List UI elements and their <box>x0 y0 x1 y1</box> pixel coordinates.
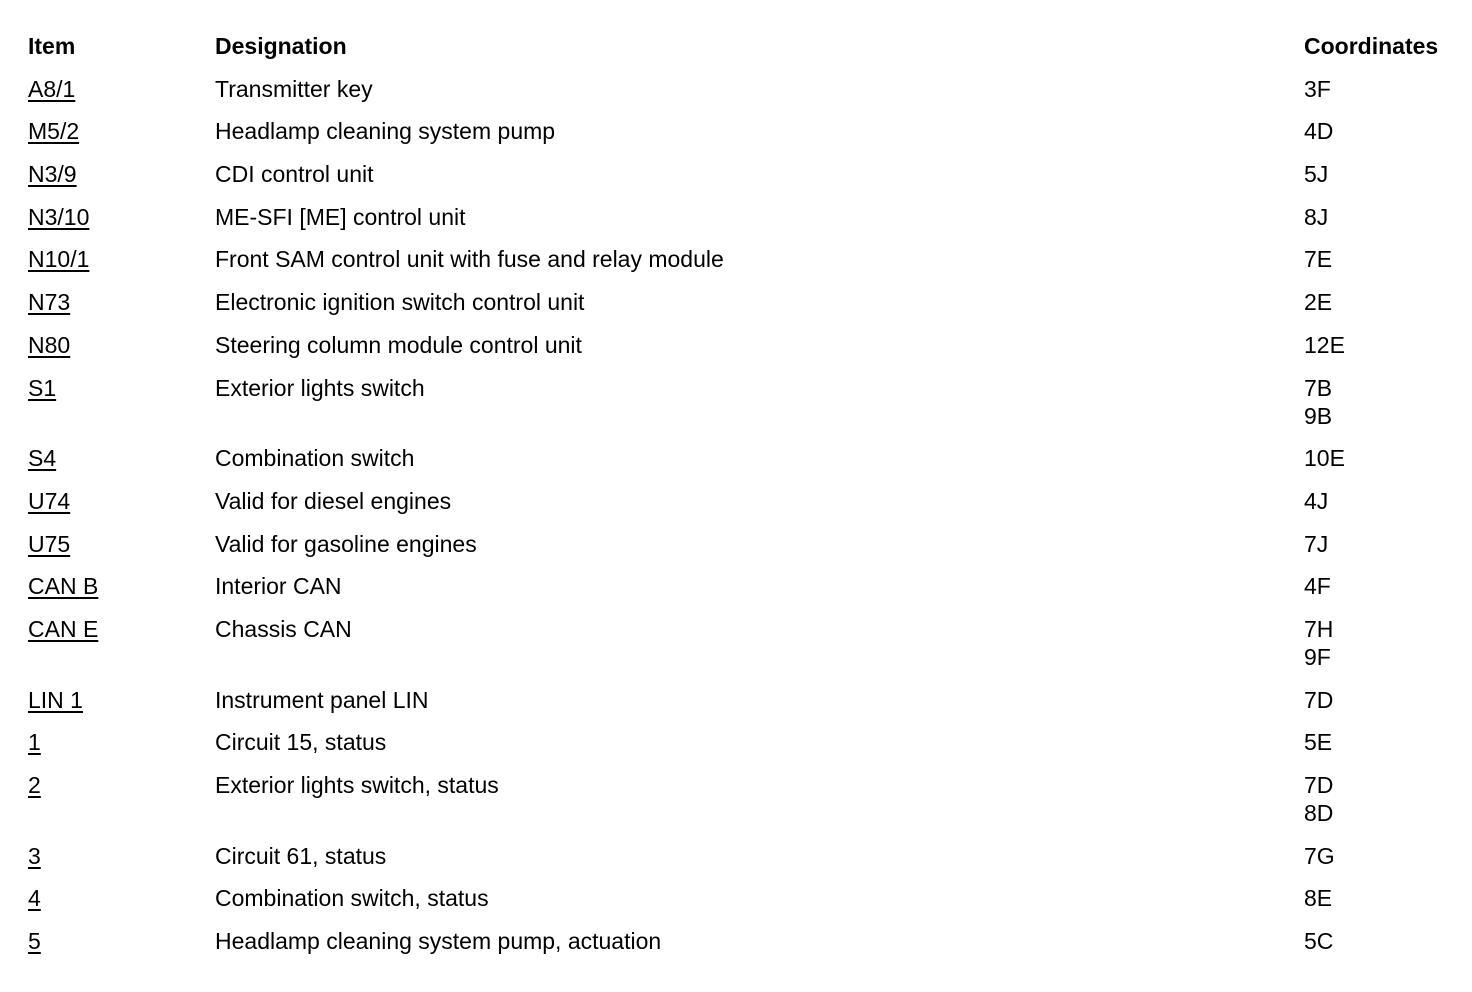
coordinate-value: 7J <box>1304 530 1329 557</box>
item-link[interactable]: 1 <box>28 729 41 756</box>
coordinate-value: 10E <box>1304 445 1345 472</box>
designation-cell: Valid for gasoline engines <box>215 530 477 557</box>
designation-cell: CDI control unit <box>215 161 374 188</box>
table-header-row <box>28 32 1458 60</box>
table-row <box>28 771 1458 827</box>
designation-cell: Chassis CAN <box>215 615 352 642</box>
designation-cell: Transmitter key <box>215 75 373 102</box>
table-row <box>28 374 1458 430</box>
table-row <box>28 927 1458 955</box>
item-cell <box>28 288 215 316</box>
item-link[interactable]: M5/2 <box>28 118 80 145</box>
table-row <box>28 615 1458 671</box>
item-cell <box>28 203 215 231</box>
item-cell <box>28 884 215 912</box>
table-row <box>28 444 1458 472</box>
designation-cell: Electronic ignition switch control unit <box>215 289 585 316</box>
item-link[interactable]: S1 <box>28 374 57 401</box>
item-cell <box>28 75 215 103</box>
coordinate-value: 5J <box>1304 161 1329 188</box>
item-cell <box>28 245 215 273</box>
coordinates-cell <box>1304 245 1458 273</box>
table-row <box>28 245 1458 273</box>
designation-cell: Combination switch <box>215 445 415 472</box>
item-link[interactable]: N3/10 <box>28 203 90 230</box>
table-body <box>28 75 1458 955</box>
designation-cell: Instrument panel LIN <box>215 686 429 713</box>
item-link[interactable]: N3/9 <box>28 161 77 188</box>
designation-cell: Combination switch, status <box>215 885 489 912</box>
item-cell <box>28 728 215 756</box>
coordinates-cell <box>1304 117 1458 145</box>
coordinates-cell <box>1304 288 1458 316</box>
designation-column-header: Designation <box>215 33 347 59</box>
coordinates-cell <box>1304 203 1458 231</box>
item-cell <box>28 487 215 515</box>
coordinate-value: 4F <box>1304 573 1331 600</box>
item-link[interactable]: U74 <box>28 487 71 514</box>
coordinate-value: 9F <box>1304 643 1331 670</box>
item-link[interactable]: N73 <box>28 289 71 316</box>
item-link[interactable]: A8/1 <box>28 75 76 102</box>
table-row <box>28 160 1458 188</box>
coordinates-cell <box>1304 444 1458 472</box>
coordinates-cell <box>1304 374 1458 430</box>
designation-cell: Front SAM control unit with fuse and relay module <box>215 246 724 273</box>
coordinate-value: 8D <box>1304 800 1334 826</box>
coordinates-cell <box>1304 487 1458 515</box>
item-cell <box>28 842 215 870</box>
item-link[interactable]: 3 <box>28 842 41 869</box>
designation-cell: Headlamp cleaning system pump <box>215 118 556 145</box>
item-cell <box>28 615 215 643</box>
coordinate-value: 3F <box>1304 75 1331 102</box>
item-cell <box>28 444 215 472</box>
item-cell <box>28 374 215 402</box>
table-row <box>28 884 1458 912</box>
table-row <box>28 203 1458 231</box>
designation-cell: Steering column module control unit <box>215 331 582 358</box>
item-link[interactable]: N10/1 <box>28 246 90 273</box>
item-link[interactable]: N80 <box>28 331 71 358</box>
coordinates-cell <box>1304 331 1458 359</box>
item-link[interactable]: 2 <box>28 772 41 798</box>
item-link[interactable]: CAN E <box>28 615 99 642</box>
designation-cell: Circuit 15, status <box>215 729 387 756</box>
table-row <box>28 686 1458 714</box>
item-cell <box>28 572 215 600</box>
coordinate-value: 2E <box>1304 289 1333 316</box>
item-link[interactable]: 4 <box>28 885 41 912</box>
designation-cell: Interior CAN <box>215 573 342 600</box>
table-row <box>28 288 1458 316</box>
item-cell <box>28 331 215 359</box>
coordinate-value: 4D <box>1304 118 1334 145</box>
table-row <box>28 75 1458 103</box>
item-cell <box>28 530 215 558</box>
coordinate-value: 12E <box>1304 331 1345 358</box>
item-link[interactable]: 5 <box>28 928 41 955</box>
item-cell <box>28 771 215 799</box>
coordinate-value: 9B <box>1304 402 1333 429</box>
coordinates-cell <box>1304 75 1458 103</box>
coordinate-value: 7D <box>1304 686 1334 713</box>
item-link[interactable]: S4 <box>28 445 57 472</box>
table-row <box>28 487 1458 515</box>
table-row <box>28 117 1458 145</box>
component-legend-table <box>28 32 1458 970</box>
coordinate-value: 8J <box>1304 203 1329 230</box>
item-link[interactable]: U75 <box>28 530 71 557</box>
coordinates-cell <box>1304 842 1458 870</box>
item-cell <box>28 927 215 955</box>
coordinate-value: 4J <box>1304 487 1329 514</box>
coordinate-value: 7H <box>1304 615 1334 642</box>
coordinates-cell <box>1304 530 1458 558</box>
designation-cell: Circuit 61, status <box>215 842 387 869</box>
coordinates-cell <box>1304 615 1458 671</box>
coordinates-cell <box>1304 728 1458 756</box>
table-row <box>28 842 1458 870</box>
item-link[interactable]: LIN 1 <box>28 686 83 713</box>
table-row <box>28 572 1458 600</box>
item-column-header: Item <box>28 33 76 59</box>
table-row <box>28 331 1458 359</box>
table-row <box>28 530 1458 558</box>
coordinates-cell <box>1304 771 1458 827</box>
coordinates-cell <box>1304 686 1458 714</box>
table-row <box>28 728 1458 756</box>
coordinate-value: 5C <box>1304 928 1334 955</box>
coordinate-value: 5E <box>1304 729 1333 756</box>
coordinate-value: 7D <box>1304 772 1334 798</box>
coordinates-column-header: Coordinates <box>1304 33 1439 59</box>
item-cell <box>28 117 215 145</box>
item-cell <box>28 686 215 714</box>
coordinate-value: 8E <box>1304 885 1333 912</box>
designation-cell: Exterior lights switch <box>215 374 425 401</box>
coordinates-cell <box>1304 884 1458 912</box>
coordinates-cell <box>1304 927 1458 955</box>
designation-cell: Valid for diesel engines <box>215 487 452 514</box>
coordinate-value: 7B <box>1304 374 1333 401</box>
coordinate-value: 7E <box>1304 246 1333 273</box>
coordinate-value: 7G <box>1304 842 1335 869</box>
coordinates-cell <box>1304 160 1458 188</box>
designation-cell: Exterior lights switch, status <box>215 772 499 798</box>
designation-cell: Headlamp cleaning system pump, actuation <box>215 928 662 955</box>
coordinates-cell <box>1304 572 1458 600</box>
designation-cell: ME-SFI [ME] control unit <box>215 203 466 230</box>
item-cell <box>28 160 215 188</box>
item-link[interactable]: CAN B <box>28 573 99 600</box>
